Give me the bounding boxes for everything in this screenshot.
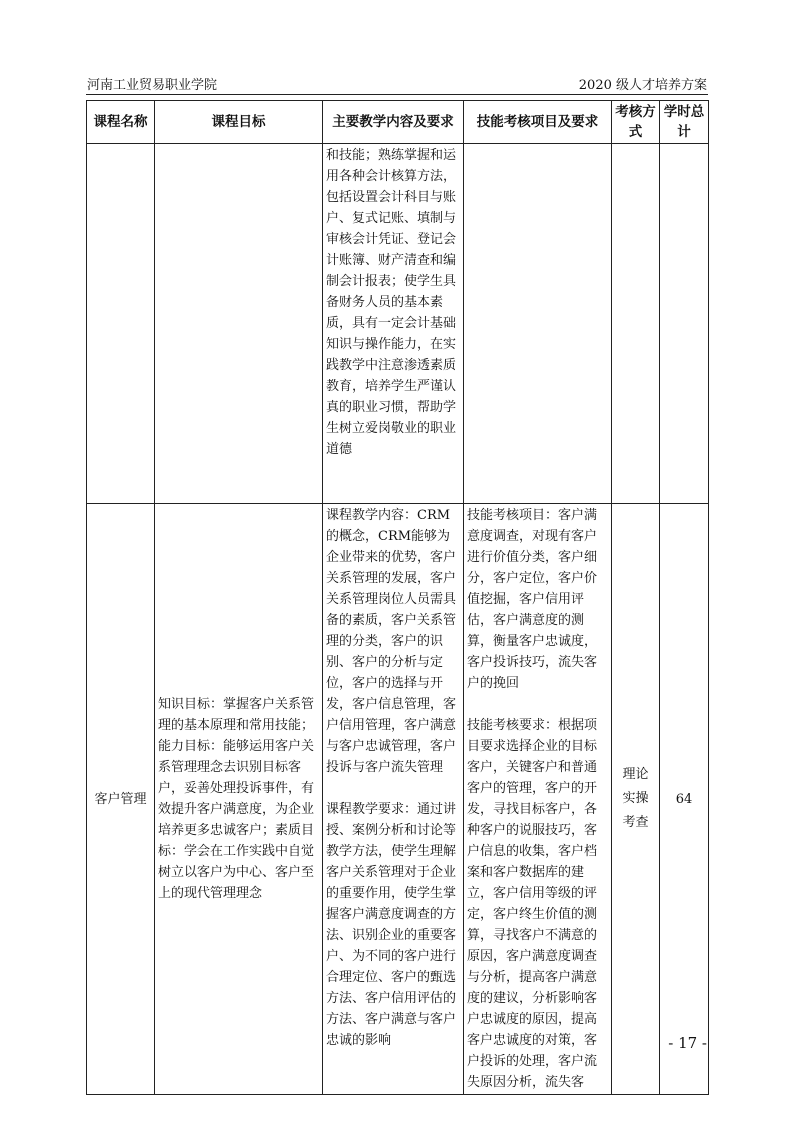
- cell-skill-assessment: [464, 144, 612, 504]
- table-row: [87, 144, 709, 504]
- col-header-main-content: 主要教学内容及要求: [323, 101, 464, 144]
- cell-assessment-method: [612, 144, 660, 504]
- header-divider: [86, 94, 708, 95]
- cell-skill-assessment: [464, 504, 612, 1095]
- table-header-row: [87, 101, 709, 144]
- course-table: [86, 100, 709, 1095]
- cell-course-name: 客户管理: [87, 504, 155, 1095]
- cell-total-hours: [660, 144, 709, 504]
- cell-course-name: [87, 144, 155, 504]
- header-school-name: 河南工业贸易职业学院: [87, 78, 218, 93]
- col-header-assessment-method: 考核方式: [612, 101, 660, 144]
- cell-course-goal: [155, 144, 323, 504]
- cell-assessment-method: [612, 504, 660, 1095]
- course-goal-text: 知识目标：掌握客户关系管理的基本原理和常用技能；能力目标：能够运用客户关系管理理念去识别目标客户，妥善处理投诉事件，有效提升客户满意度，为企业培养更多忠诚客户；素质目标：学会在工作实践中自觉树立以客户为中心、客户至上的现代管理理念: [158, 697, 315, 901]
- skill-item-text: 技能考核项目：客户满意度调查，对现有客户进行价值分类，客户细分，客户定位，客户价值挖掘，客户信用评估，客户满意度的测算，衡量客户忠诚度，客户投诉技巧，流失客户的挽回: [467, 508, 598, 691]
- header-plan-title: 2020 级人才培养方案: [578, 78, 707, 93]
- cell-main-content: [323, 144, 464, 504]
- table-row: [87, 504, 709, 1095]
- col-header-course-name: 课程名称: [87, 101, 155, 144]
- main-content-text: 和技能；熟练掌握和运用各种会计核算方法，包括设置会计科目与账户、复式记账、填制与审核会计凭证、登记会计账簿、财产清查和编制会计报表；使学生具备财务人员的基本素质，具有一定会计基础知识与操作能力，在实践教学中注意渗透素质教育，培养学生严谨认真的职业习惯，帮助学生树立爱岗敬业的职业道德: [326, 148, 457, 457]
- page-number: - 17 -: [668, 1034, 707, 1052]
- cell-course-goal: [155, 504, 323, 1095]
- cell-total-hours: 64: [660, 504, 709, 1095]
- col-header-total-hours: 学时总计: [660, 101, 709, 144]
- cell-main-content: [323, 504, 464, 1095]
- col-header-course-goal: 课程目标: [155, 101, 323, 144]
- col-header-skill-assessment: 技能考核项目及要求: [464, 101, 612, 144]
- teaching-content-text: 课程教学内容：CRM的概念，CRM能够为企业带来的优势，客户关系管理的发展，客户关系管理岗位人员需具备的素质，客户关系管理的分类，客户的识别、客户的分析与定位，客户的选择与开发，客户信息管理，客户信用管理，客户满意与客户忠诚管理，客户投诉与客户流失管理: [326, 508, 457, 775]
- assessment-method-text: 理论 实操 考查: [622, 767, 649, 830]
- skill-requirement-text: 技能考核要求：根据项目要求选择企业的目标客户，关键客户和普通客户的管理，客户的开发，寻找目标客户，各种客户的说服技巧，客户信息的收集，客户档案和客户数据库的建立，客户信用等级的评定，客户终生价值的测算，寻找客户不满意的原因，客户满意度调查与分析，提高客户满意度的建议，分析影响客户忠诚度的原因，提高客户忠诚度的对策，客户投诉的处理，客户流失原因分析，流失客: [467, 718, 598, 1090]
- teaching-requirement-text: 课程教学要求：通过讲授、案例分析和讨论等教学方法，使学生理解客户关系管理对于企业的重要作用，使学生掌握客户满意度调查的方法、识别企业的重要客户、为不同的客户进行合理定位、客户的甄选方法、客户信用评估的方法、客户满意与客户忠诚的影响: [326, 802, 457, 1048]
